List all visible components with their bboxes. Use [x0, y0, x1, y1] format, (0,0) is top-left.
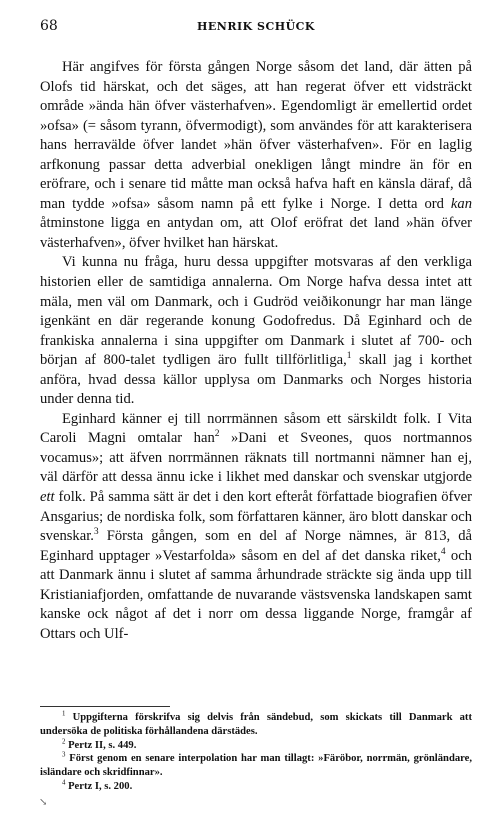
footnote-ref: 2	[214, 429, 220, 440]
footnote-marker: 2	[62, 738, 66, 746]
text-run: ett	[40, 489, 55, 506]
text-run: Första gången, som en del af Norge nämnes, är 813, då Eginhard upptager »Vestarfolda» såsom en del af det danska riket,	[40, 528, 472, 564]
running-head: HENRIK SCHÜCK	[196, 20, 315, 33]
footnote-marker: 4	[62, 779, 66, 787]
paragraph	[40, 58, 472, 253]
footnote-ref: 1	[346, 351, 352, 362]
text-run: skall jag i korthet anföra, hvad dessa källor upplysa om Danmarks och Norges historia under denna tid.	[40, 352, 472, 408]
footnote	[40, 739, 472, 753]
body-text	[40, 58, 472, 644]
footnote-text: Uppgifterna förskrifva sig delvis från sändebud, som skickats till Danmark att undersöka de politiska förhållandena därstädes.	[40, 712, 472, 737]
book-page	[40, 0, 472, 837]
paragraph	[40, 253, 472, 409]
stray-mark: ↘	[39, 797, 48, 808]
footnote-text: Först genom en senare interpolation har man tillagt: »Färöbor, norrmän, grönländare, isländare och skridfinnar».	[40, 753, 472, 779]
footnote-marker: 3	[62, 751, 66, 759]
footnotes	[40, 711, 472, 794]
footnote-ref: 3	[93, 527, 99, 538]
text-run: Eginhard känner ej till norrmännen såsom ett särskildt folk. I Vita Caroli Magni omtalar han	[40, 410, 472, 447]
text-run: »Dani et Sveones, quos nortmannos vocamus»; att äfven norrmännen räknats till nortmanni nämner han ej, väl därför att dessa ännu icke i likhet med danskar och svenskar utgjorde	[40, 430, 472, 486]
footnote-ref: 4	[440, 546, 446, 557]
text-run: folk. På samma sätt är det i den kort efteråt författade biografien öfver Ansgarius; de nordiska folk, som författaren känner, äro blott danskar och svenskar.	[40, 489, 472, 545]
footnote-divider	[40, 706, 170, 707]
text-run: kan	[450, 195, 472, 212]
text-run: Här angifves för första gången Norge såsom det land, där ätten på Olofs tid härskat, och det säges, att han regerat öfver ett vidsträckt område »ända hän öfver västerhafven». Egendomligt är emellertid ordet »ofsa» (= såsom tyrann, öfvermodigt), som användes för att karakterisera hans herravälde öfver landet »hän öfver västerhafven». För en laglig arfkonung passar detta adverbial onekligen långt mindre än för en eröfrare, och i senare tid måtte man också hafva haft en känsla däraf, då man tydde »ofsa» såsom namn på ett fylke i Norge. I detta ord	[40, 59, 472, 212]
page-number: 68	[40, 18, 58, 34]
text-run: Vi kunna nu fråga, huru dessa uppgifter motsvaras af den verkliga historien eller de samtidiga annalerna. Om Norge hafva dessa intet att mäla, men väl om Danmark, och i Gudröd veiðikonungr har man länge igenkänt en där regerande konung Godofredus. Då Eginhard och de frankiska annalerna i sina uppgifter om Danmark i slutet af 700- och början af 800-talet tydligen äro fullt tillförlitliga,	[40, 254, 472, 369]
footnote-marker: 1	[62, 710, 66, 718]
footnote-text: Pertz I, s. 200.	[65, 780, 133, 792]
text-run: och att Danmark ännu i slutet af samma århundrade sträckte sig ända upp till Kristianiafjorden, omfattande de nuvarande västsvenska landskapen samt kanske ock något af det i norr om dessa liggande Norge, framgår af Ottars och Ulf-	[40, 547, 472, 642]
paragraph	[40, 410, 472, 645]
footnote	[40, 711, 472, 739]
footnote	[40, 780, 472, 794]
footnote-text: Pertz II, s. 449.	[65, 739, 137, 751]
text-run: åtminstone ligga en antydan om, att Olof eröfrat det land »hän öfver västerhafven», öfver hvilket han härskat.	[40, 215, 472, 251]
footnote	[40, 752, 472, 780]
page-header	[40, 18, 472, 36]
